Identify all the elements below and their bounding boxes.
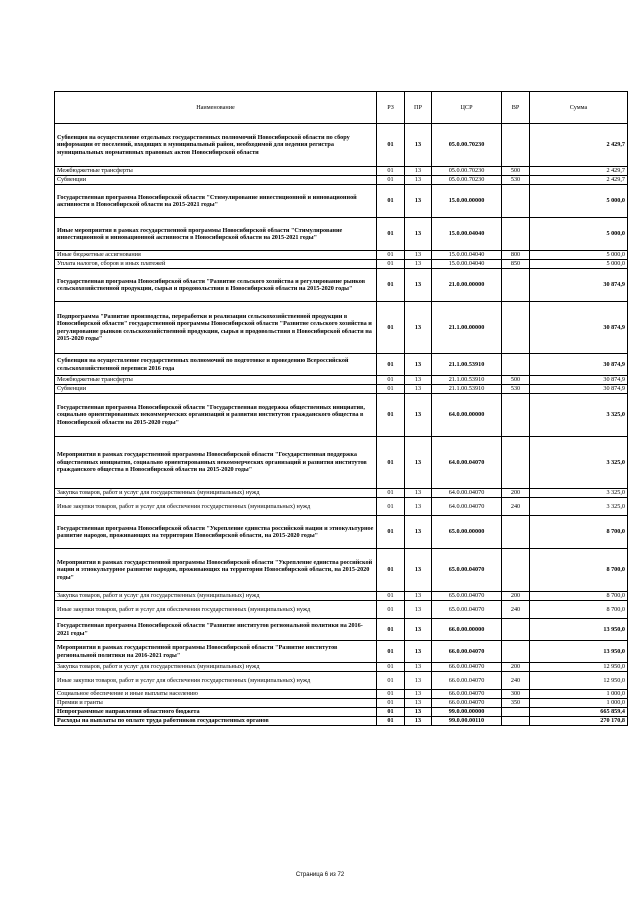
table-row: [55, 185, 628, 218]
cell-sum: 13 950,0: [530, 641, 628, 663]
table-header-row: [55, 92, 628, 124]
cell-rz: 01: [377, 498, 405, 516]
cell-pr: 13: [405, 690, 432, 699]
cell-sum: 8 700,0: [530, 516, 628, 549]
cell-csr: 64.0.00.00000: [432, 394, 502, 437]
cell-vr: [502, 185, 530, 218]
table-row: [55, 549, 628, 592]
cell-vr: 200: [502, 663, 530, 672]
cell-name: Иные бюджетные ассигнования: [55, 251, 377, 260]
cell-sum: 665 859,4: [530, 708, 628, 717]
cell-pr: 13: [405, 437, 432, 489]
cell-sum: 5 000,0: [530, 260, 628, 269]
cell-pr: 13: [405, 260, 432, 269]
cell-vr: 240: [502, 601, 530, 619]
cell-name: Государственная программа Новосибирской области "Развитие институтов региональной политики на 2016-2021 годы": [55, 619, 377, 641]
cell-vr: [502, 302, 530, 354]
cell-name: Иные закупки товаров, работ и услуг для обеспечения государственных (муниципальных) нужд: [55, 672, 377, 690]
table-row: [55, 302, 628, 354]
cell-rz: 01: [377, 185, 405, 218]
cell-pr: 13: [405, 394, 432, 437]
cell-name: Закупка товаров, работ и услуг для государственных (муниципальных) нужд: [55, 663, 377, 672]
cell-rz: 01: [377, 385, 405, 394]
cell-name: Государственная программа Новосибирской области "Государственная поддержка общественных инициатив, социально ориентированных некоммерческих организаций и развития институтов гражданского общества в Новосибирской области на 2015-2020 годы": [55, 394, 377, 437]
cell-vr: [502, 394, 530, 437]
cell-vr: [502, 717, 530, 726]
cell-name: Иные мероприятия в рамках государственной программы Новосибирской области "Стимулирование инвестиционной и инновационной активности в Новосибирской области на 2015-2021 годы": [55, 218, 377, 251]
cell-pr: 13: [405, 516, 432, 549]
cell-csr: 66.0.00.04070: [432, 641, 502, 663]
cell-sum: 2 429,7: [530, 176, 628, 185]
cell-vr: [502, 269, 530, 302]
cell-rz: 01: [377, 619, 405, 641]
table-row: [55, 385, 628, 394]
cell-rz: 01: [377, 690, 405, 699]
cell-name: Мероприятия в рамках государственной программы Новосибирской области "Развитие институтов региональной политики на 2016-2021 годы": [55, 641, 377, 663]
cell-csr: 21.1.00.53910: [432, 354, 502, 376]
cell-pr: 13: [405, 385, 432, 394]
table-row: [55, 489, 628, 498]
cell-pr: 13: [405, 619, 432, 641]
cell-csr: 99.0.00.00110: [432, 717, 502, 726]
cell-csr: 66.0.00.04070: [432, 663, 502, 672]
cell-sum: 1 000,0: [530, 690, 628, 699]
cell-sum: 5 000,0: [530, 218, 628, 251]
cell-sum: 30 874,9: [530, 269, 628, 302]
cell-csr: 65.0.00.04070: [432, 549, 502, 592]
budget-table: [54, 91, 628, 726]
cell-rz: 01: [377, 549, 405, 592]
cell-pr: 13: [405, 269, 432, 302]
cell-sum: 13 950,0: [530, 619, 628, 641]
cell-vr: 530: [502, 176, 530, 185]
cell-csr: 05.0.00.70230: [432, 167, 502, 176]
cell-name: Премии и гранты: [55, 699, 377, 708]
cell-csr: 64.0.00.04070: [432, 498, 502, 516]
cell-name: Непрограммные направления областного бюджета: [55, 708, 377, 717]
cell-sum: 8 700,0: [530, 592, 628, 601]
cell-vr: [502, 708, 530, 717]
cell-pr: 13: [405, 124, 432, 167]
header-pr: ПР: [405, 92, 432, 124]
table-body: [55, 124, 628, 726]
table-row: [55, 601, 628, 619]
header-sum: Сумма: [530, 92, 628, 124]
cell-sum: 30 874,9: [530, 376, 628, 385]
cell-sum: 5 000,0: [530, 185, 628, 218]
cell-vr: 300: [502, 690, 530, 699]
cell-vr: 530: [502, 385, 530, 394]
cell-sum: 2 429,7: [530, 167, 628, 176]
budget-table-sheet: [54, 91, 627, 726]
cell-csr: 21.0.00.00000: [432, 269, 502, 302]
cell-rz: 01: [377, 376, 405, 385]
cell-name: Закупка товаров, работ и услуг для государственных (муниципальных) нужд: [55, 489, 377, 498]
cell-vr: 200: [502, 489, 530, 498]
cell-csr: 15.0.00.00000: [432, 185, 502, 218]
cell-sum: 1 000,0: [530, 699, 628, 708]
cell-vr: [502, 124, 530, 167]
cell-vr: [502, 354, 530, 376]
cell-csr: 66.0.00.00000: [432, 619, 502, 641]
table-row: [55, 167, 628, 176]
cell-csr: 64.0.00.04070: [432, 489, 502, 498]
header-vr: ВР: [502, 92, 530, 124]
cell-csr: 66.0.00.04070: [432, 690, 502, 699]
cell-rz: 01: [377, 176, 405, 185]
cell-rz: 01: [377, 672, 405, 690]
cell-sum: 12 950,0: [530, 663, 628, 672]
table-row: [55, 663, 628, 672]
cell-pr: 13: [405, 218, 432, 251]
cell-csr: 66.0.00.04070: [432, 672, 502, 690]
table-row: [55, 619, 628, 641]
cell-sum: 3 325,0: [530, 437, 628, 489]
cell-csr: 64.0.00.04070: [432, 437, 502, 489]
cell-sum: 3 325,0: [530, 489, 628, 498]
table-row: [55, 672, 628, 690]
cell-rz: 01: [377, 394, 405, 437]
cell-vr: [502, 516, 530, 549]
cell-vr: 800: [502, 251, 530, 260]
cell-pr: 13: [405, 672, 432, 690]
cell-vr: 350: [502, 699, 530, 708]
cell-name: Субвенции: [55, 176, 377, 185]
cell-vr: 500: [502, 167, 530, 176]
cell-rz: 01: [377, 218, 405, 251]
table-row: [55, 394, 628, 437]
cell-pr: 13: [405, 601, 432, 619]
table-row: [55, 260, 628, 269]
cell-name: Субвенция на осуществление отдельных государственных полномочий Новосибирской области по сбору информации от поселений, входящих в муниципальный район, необходимой для ведения регистра муниципальных нормативных правовых актов Новосибирской области: [55, 124, 377, 167]
cell-pr: 13: [405, 699, 432, 708]
cell-csr: 99.0.00.00000: [432, 708, 502, 717]
cell-sum: 5 000,0: [530, 251, 628, 260]
cell-pr: 13: [405, 663, 432, 672]
cell-name: Субвенция на осуществление государственных полномочий по подготовке и проведению Всероссийской сельскохозяйственной переписи 2016 года: [55, 354, 377, 376]
table-row: [55, 376, 628, 385]
cell-pr: 13: [405, 708, 432, 717]
cell-rz: 01: [377, 251, 405, 260]
cell-name: Государственная программа Новосибирской области "Стимулирование инвестиционной и инновационной активности в Новосибирской области на 2015-2021 годы": [55, 185, 377, 218]
cell-name: Уплата налогов, сборов и иных платежей: [55, 260, 377, 269]
cell-csr: 66.0.00.04070: [432, 699, 502, 708]
cell-rz: 01: [377, 437, 405, 489]
cell-vr: 240: [502, 498, 530, 516]
cell-pr: 13: [405, 717, 432, 726]
cell-pr: 13: [405, 176, 432, 185]
cell-vr: 850: [502, 260, 530, 269]
cell-name: Подпрограмма "Развитие производства, переработки и реализации сельскохозяйственной продукции в Новосибирской области" государственной программы Новосибирской области "Развитие сельского хозяйства и регулирование рынков сельскохозяйственной продукции, сырья и продовольствия в Новосибирской области на 2015-2020 годы": [55, 302, 377, 354]
cell-sum: 3 325,0: [530, 498, 628, 516]
cell-sum: 8 700,0: [530, 549, 628, 592]
cell-sum: 270 170,8: [530, 717, 628, 726]
cell-rz: 01: [377, 708, 405, 717]
cell-name: Мероприятия в рамках государственной программы Новосибирской области "Государственная поддержка общественных инициатив, социально ориентированных некоммерческих организаций и развития институтов гражданского общества в Новосибирской области на 2015-2020 годы": [55, 437, 377, 489]
cell-name: Государственная программа Новосибирской области "Развитие сельского хозяйства и регулирование рынков сельскохозяйственной продукции, сырья и продовольствия в Новосибирской области на 2015-2020 годы": [55, 269, 377, 302]
cell-rz: 01: [377, 601, 405, 619]
cell-rz: 01: [377, 354, 405, 376]
cell-vr: 500: [502, 376, 530, 385]
cell-pr: 13: [405, 185, 432, 218]
header-rz: РЗ: [377, 92, 405, 124]
table-row: [55, 354, 628, 376]
table-row: [55, 251, 628, 260]
cell-name: Социальное обеспечение и иные выплаты населению: [55, 690, 377, 699]
cell-rz: 01: [377, 260, 405, 269]
page-number: Страница 6 из 72: [295, 872, 345, 878]
cell-name: Закупка товаров, работ и услуг для государственных (муниципальных) нужд: [55, 592, 377, 601]
cell-vr: 240: [502, 672, 530, 690]
cell-vr: [502, 619, 530, 641]
cell-rz: 01: [377, 663, 405, 672]
cell-rz: 01: [377, 516, 405, 549]
table-row: [55, 176, 628, 185]
cell-pr: 13: [405, 592, 432, 601]
cell-sum: 12 950,0: [530, 672, 628, 690]
cell-pr: 13: [405, 498, 432, 516]
cell-rz: 01: [377, 592, 405, 601]
cell-sum: 30 874,9: [530, 302, 628, 354]
cell-pr: 13: [405, 489, 432, 498]
cell-sum: 30 874,9: [530, 354, 628, 376]
cell-csr: 15.0.00.04040: [432, 260, 502, 269]
cell-csr: 05.0.00.70230: [432, 124, 502, 167]
cell-vr: [502, 641, 530, 663]
cell-csr: 15.0.00.04040: [432, 251, 502, 260]
cell-pr: 13: [405, 302, 432, 354]
table-row: [55, 124, 628, 167]
cell-sum: 8 700,0: [530, 601, 628, 619]
cell-name: Иные закупки товаров, работ и услуг для обеспечения государственных (муниципальных) нужд: [55, 601, 377, 619]
table-row: [55, 717, 628, 726]
table-row: [55, 641, 628, 663]
table-row: [55, 708, 628, 717]
table-row: [55, 690, 628, 699]
cell-pr: 13: [405, 376, 432, 385]
cell-rz: 01: [377, 699, 405, 708]
table-row: [55, 498, 628, 516]
cell-rz: 01: [377, 269, 405, 302]
cell-csr: 65.0.00.04070: [432, 601, 502, 619]
cell-csr: 21.1.00.53910: [432, 385, 502, 394]
cell-csr: 05.0.00.70230: [432, 176, 502, 185]
cell-pr: 13: [405, 251, 432, 260]
cell-vr: [502, 218, 530, 251]
cell-vr: 200: [502, 592, 530, 601]
cell-vr: [502, 549, 530, 592]
cell-name: Иные закупки товаров, работ и услуг для обеспечения государственных (муниципальных) нужд: [55, 498, 377, 516]
cell-csr: 65.0.00.04070: [432, 592, 502, 601]
table-row: [55, 516, 628, 549]
cell-name: Мероприятия в рамках государственной программы Новосибирской области "Укрепление единства российской нации и этнокультурное развитие народов, проживающих на территории Новосибирской области, на 2015-2020 годы": [55, 549, 377, 592]
header-csr: ЦСР: [432, 92, 502, 124]
header-name: Наименование: [55, 92, 377, 124]
table-row: [55, 592, 628, 601]
cell-sum: 3 325,0: [530, 394, 628, 437]
cell-name: Межбюджетные трансферты: [55, 376, 377, 385]
cell-name: Государственная программа Новосибирской области "Укрепление единства российской нации и этнокультурное развитие народов, проживающих на территории Новосибирской области, на 2015-2020 годы": [55, 516, 377, 549]
cell-rz: 01: [377, 124, 405, 167]
table-row: [55, 218, 628, 251]
cell-rz: 01: [377, 302, 405, 354]
table-row: [55, 269, 628, 302]
cell-name: Субвенции: [55, 385, 377, 394]
table-row: [55, 699, 628, 708]
cell-pr: 13: [405, 167, 432, 176]
cell-csr: 21.1.00.00000: [432, 302, 502, 354]
cell-pr: 13: [405, 549, 432, 592]
cell-csr: 65.0.00.00000: [432, 516, 502, 549]
cell-csr: 15.0.00.04040: [432, 218, 502, 251]
table-row: [55, 437, 628, 489]
cell-pr: 13: [405, 354, 432, 376]
cell-vr: [502, 437, 530, 489]
cell-name: Межбюджетные трансферты: [55, 167, 377, 176]
cell-name: Расходы на выплаты по оплате труда работников государственных органов: [55, 717, 377, 726]
cell-rz: 01: [377, 641, 405, 663]
cell-sum: 2 429,7: [530, 124, 628, 167]
cell-sum: 30 874,9: [530, 385, 628, 394]
cell-rz: 01: [377, 489, 405, 498]
cell-pr: 13: [405, 641, 432, 663]
cell-rz: 01: [377, 717, 405, 726]
cell-rz: 01: [377, 167, 405, 176]
cell-csr: 21.1.00.53910: [432, 376, 502, 385]
